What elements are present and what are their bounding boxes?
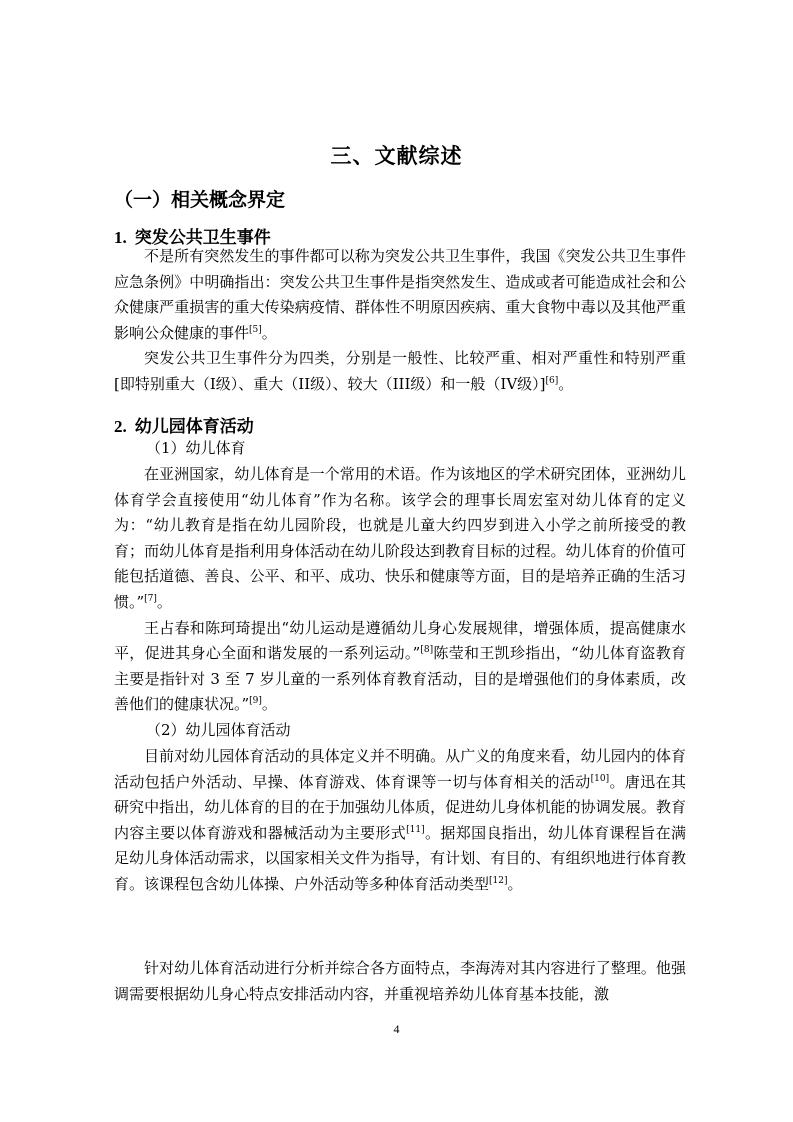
- subsection-number: 2.: [114, 417, 127, 436]
- kindergarten-pe-paragraph: [114, 744, 686, 898]
- citation: [10]: [590, 773, 610, 784]
- citation: [8]: [420, 645, 434, 656]
- citation: [6]: [545, 375, 559, 386]
- citation: [9]: [249, 696, 262, 707]
- subsection-heading-kindergarten-pe: [114, 412, 254, 437]
- paragraph-wang: 王占春和陈珂琦提出“幼儿运动是遵循幼儿身心发展规律，增强体质，提高健康水平，促进其身心全面和谐发展的一系列运动。”[8]陈莹和王凯珍指出，“幼儿体育盗教育主要是指针对 3 至 7 岁儿童的一系列体育教育活动，目的是增强他们的身体素质，改善他们的健康状况。”[9]。: [114, 618, 687, 714]
- citation: [12]: [489, 875, 508, 886]
- child-pe-paragraphs: [114, 462, 686, 718]
- subsection-title: 幼儿园体育活动: [134, 417, 254, 437]
- analysis-paragraph: [114, 956, 686, 1007]
- citation: [5]: [249, 324, 262, 335]
- item-label-child-pe: （1）幼儿体育: [146, 439, 246, 457]
- paragraph-definition: 不是所有突然发生的事件都可以称为突发公共卫生事件，我国《突发公共卫生事件应急条例》中明确指出：突发公共卫生事件是指突然发生、造成或者可能造成社会和公众健康严重损害的重大传染病疫情、群体性不明原因疾病、重大食物中毒以及其他严重影响公众健康的事件[5]。: [114, 247, 686, 342]
- item-label-kindergarten-pe: （2）幼儿园体育活动: [146, 721, 291, 739]
- subsection-number: 1.: [114, 228, 127, 247]
- page-number: 4: [393, 1022, 400, 1036]
- chapter-title: 三、文献综述: [330, 144, 463, 168]
- public-health-paragraphs: [114, 244, 686, 398]
- section-heading-concepts: （一）相关概念界定: [114, 189, 286, 211]
- paragraph-li-haitao: 针对幼儿体育活动进行分析并综合各方面特点，李海涛对其内容进行了整理。他强调需要根据幼儿身心特点安排活动内容，并重视培养幼儿体育基本技能，激: [114, 959, 686, 1003]
- citation: [7]: [144, 593, 157, 604]
- paragraph-definition-kindergarten: 目前对幼儿园体育活动的具体定义并不明确。从广义的角度来看，幼儿园内的体育活动包括户外活动、早操、体育游戏、体育课等一切与体育相关的活动[10]。唐迅在其研究中指出，幼儿体育的目的在于加强幼儿体质，促进幼儿身体机能的协调发展。教育内容主要以体育游戏和器械活动为主要形式[11]。据郑国良指出，幼儿体育课程旨在满足幼儿身体活动需求，以国家相关文件为指导，有计划、有目的、有组织地进行体育教育。该课程包含幼儿体操、户外活动等多种体育活动类型[12]。: [114, 747, 686, 893]
- paragraph-classification: 突发公共卫生事件分为四类，分别是一般性、比较严重、相对严重性和特别严重[即特别重大（I级）、重大（II级）、较大（III级）和一般（IV级）][6]。: [114, 349, 686, 393]
- citation: [11]: [406, 824, 425, 835]
- subsection-title: 突发公共卫生事件: [134, 228, 271, 248]
- paragraph-asia: 在亚洲国家，幼儿体育是一个常用的术语。作为该地区的学术研究团体，亚洲幼儿体育学会直接使用“幼儿体育”作为名称。该学会的理事长周宏室对幼儿体育的定义为：“幼儿教育是指在幼儿园阶段，也就是儿童大约四岁到进入小学之前所接受的教育；而幼儿体育是指利用身体活动在幼儿阶段达到教育目标的过程。幼儿体育的价值可能包括道德、善良、公平、和平、成功、快乐和健康等方面，目的是培养正确的生活习惯。”[7]。: [114, 465, 686, 611]
